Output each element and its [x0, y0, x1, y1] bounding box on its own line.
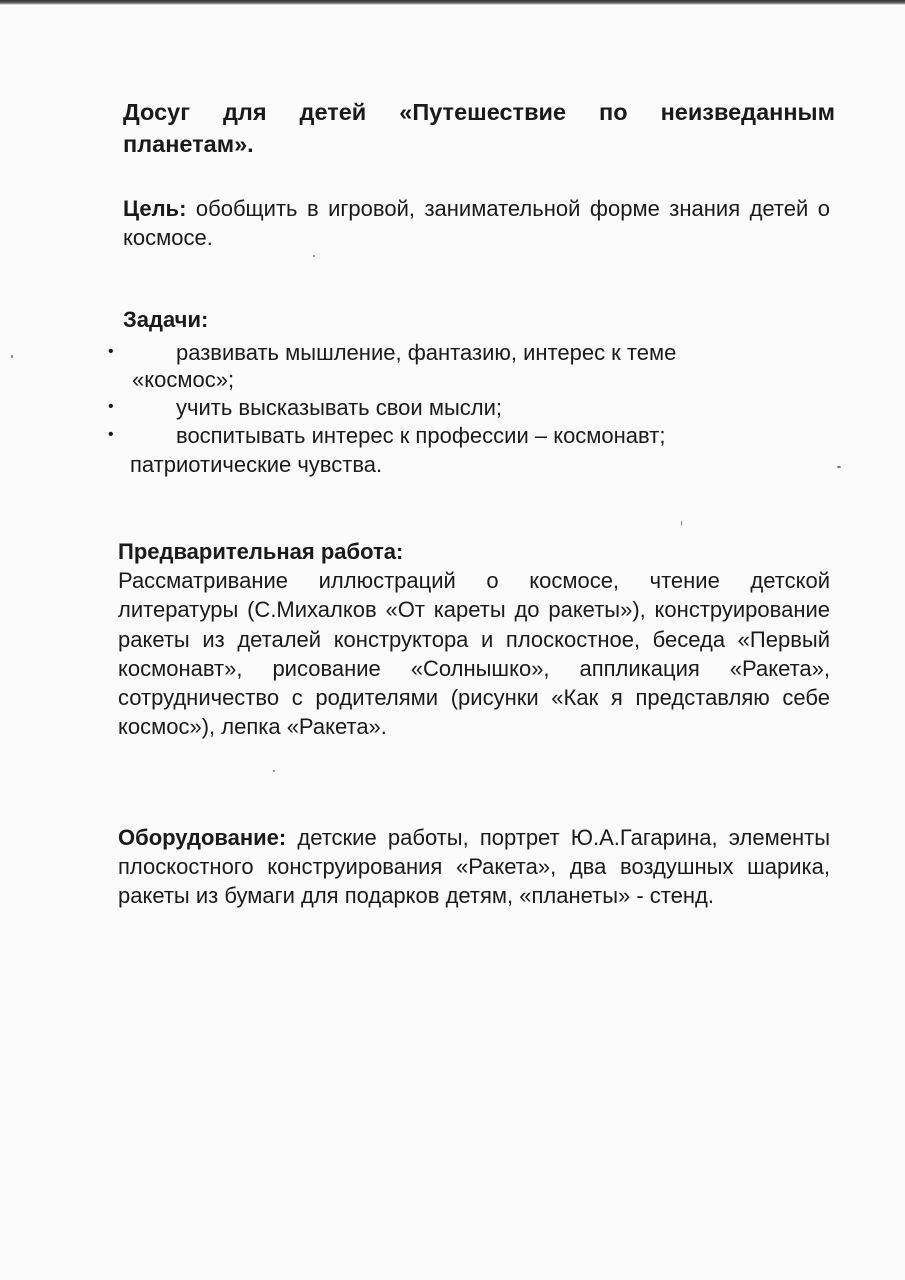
task-item-3-line2: патриотические чувства. [130, 452, 383, 477]
task-item-2-line1: учить высказывать свои мысли; [176, 395, 502, 420]
scan-speck [11, 355, 13, 358]
preliminary-work-heading: Предварительная работа: [118, 539, 404, 564]
scan-speck [837, 466, 841, 468]
task-item-1-line1: развивать мышление, фантазию, интерес к теме [176, 340, 677, 365]
goal-paragraph [123, 194, 830, 252]
scan-speck [273, 770, 275, 772]
bullet-marker: • [108, 343, 114, 360]
goal-label: Цель: [123, 196, 187, 221]
tasks-heading: Задачи: [123, 307, 209, 332]
scan-speck [313, 255, 315, 257]
goal-text: обобщить в игровой, занимательной форме знания детей о космосе. [123, 196, 830, 250]
task-item-3-line1: воспитывать интерес к профессии – космонавт; [176, 423, 666, 448]
scan-speck [681, 521, 682, 526]
equipment-text: детские работы, портрет Ю.А.Гагарина, элементы плоскостного конструирования «Ракета», два воздушных шарика, ракеты из бумаги для подарков детям, «планеты» - стенд. [118, 825, 830, 908]
bullet-marker: • [108, 426, 114, 443]
bullet-marker: • [108, 398, 114, 415]
equipment-label: Оборудование: [118, 825, 287, 850]
task-item-1-line2: «космос»; [132, 367, 235, 392]
equipment-paragraph [118, 823, 830, 910]
document-title: Досуг для детей «Путешествие по неизведанным планетам». [123, 99, 835, 157]
preliminary-work-text: Рассматривание иллюстраций о космосе, чтение детской литературы (С.Михалков «От кареты до ракеты»), конструирование ракеты из деталей конструктора и плоскостное, беседа «Первый космонавт», рисование «Солнышко», аппликация «Ракета», сотрудничество с родителями (рисунки «Как я представляю себе космос»), лепка «Ракета». [118, 568, 830, 740]
